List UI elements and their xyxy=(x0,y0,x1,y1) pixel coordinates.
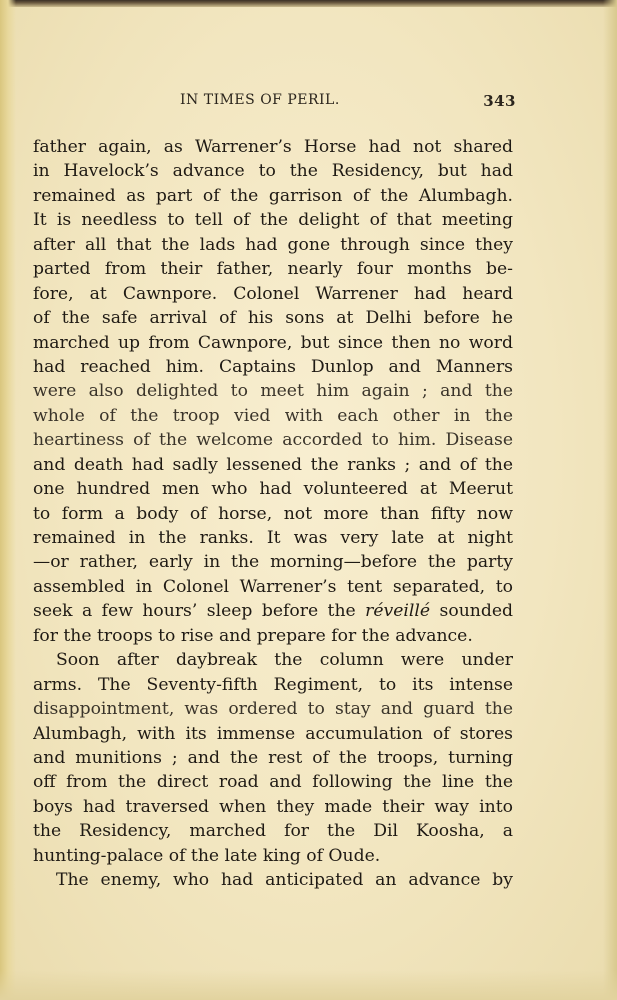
text-line: and munitions ; and the rest of the troops, turning xyxy=(33,747,513,768)
text-line: disappointment, was ordered to stay and guard the xyxy=(33,699,513,720)
page-number: 343 xyxy=(483,92,516,110)
text-line: after all that the lads had gone through since they xyxy=(33,234,513,255)
page-right-edge xyxy=(603,0,617,1000)
text-line: had reached him. Captains Dunlop and Manners xyxy=(33,356,513,377)
text-line: the Residency, marched for the Dil Koosha, a xyxy=(33,821,513,842)
text-line: Alumbagh, with its immense accumulation of stores xyxy=(33,723,513,744)
italic-word-reveille: réveillé xyxy=(365,601,431,622)
text-line: in Havelock’s advance to the Residency, but had xyxy=(33,161,513,182)
text-line: marched up from Cawnpore, but since then no word xyxy=(33,332,513,353)
text-line: of the safe arrival of his sons at Delhi before he xyxy=(33,308,513,329)
page-top-edge xyxy=(0,0,617,7)
text-line: fore, at Cawnpore. Colonel Warrener had heard xyxy=(33,283,513,304)
page-bottom-edge xyxy=(0,970,617,1000)
text-line: and death had sadly lessened the ranks ; and of the xyxy=(33,454,513,475)
text-line: assembled in Colonel Warrener’s tent separated, to xyxy=(33,576,513,597)
text-line-paragraph-end: for the troops to rise and prepare for the advance. xyxy=(33,625,473,646)
text-line: parted from their father, nearly four months be- xyxy=(33,259,513,280)
body-text xyxy=(33,135,513,893)
running-head xyxy=(180,92,516,114)
running-title: IN TIMES OF PERIL. xyxy=(180,92,340,108)
text-line: were also delighted to meet him again ; and the xyxy=(33,381,513,402)
text-line-tail: sounded xyxy=(439,601,513,622)
text-line: father again, as Warrener’s Horse had not shared xyxy=(33,137,513,157)
text-line-paragraph-start: The enemy, who had anticipated an advance by xyxy=(56,870,513,891)
text-line: —or rather, early in the morning—before the party xyxy=(33,552,513,573)
text-line-paragraph-start: Soon after daybreak the column were under xyxy=(56,650,513,671)
page-left-edge xyxy=(0,0,16,1000)
text-line: one hundred men who had volunteered at Meerut xyxy=(33,479,513,500)
text-line: whole of the troop vied with each other in the xyxy=(33,405,513,426)
text-line: to form a body of horse, not more than fifty now xyxy=(33,503,513,524)
text-line: heartiness of the welcome accorded to him. Disease xyxy=(33,430,513,451)
text-line: boys had traversed when they made their way into xyxy=(33,796,513,817)
text-line-with-italic xyxy=(33,599,513,623)
text-line-paragraph-end: hunting-palace of the late king of Oude. xyxy=(33,845,381,866)
text-line: remained as part of the garrison of the Alumbagh. xyxy=(33,185,513,206)
text-line: remained in the ranks. It was very late at night xyxy=(33,528,513,548)
text-line: off from the direct road and following the line the xyxy=(33,772,513,793)
text-line: arms. The Seventy-fifth Regiment, to its intense xyxy=(33,674,513,695)
text-line-head: seek a few hours’ sleep before the xyxy=(33,601,356,622)
text-line: It is needless to tell of the delight of that meeting xyxy=(33,210,513,231)
